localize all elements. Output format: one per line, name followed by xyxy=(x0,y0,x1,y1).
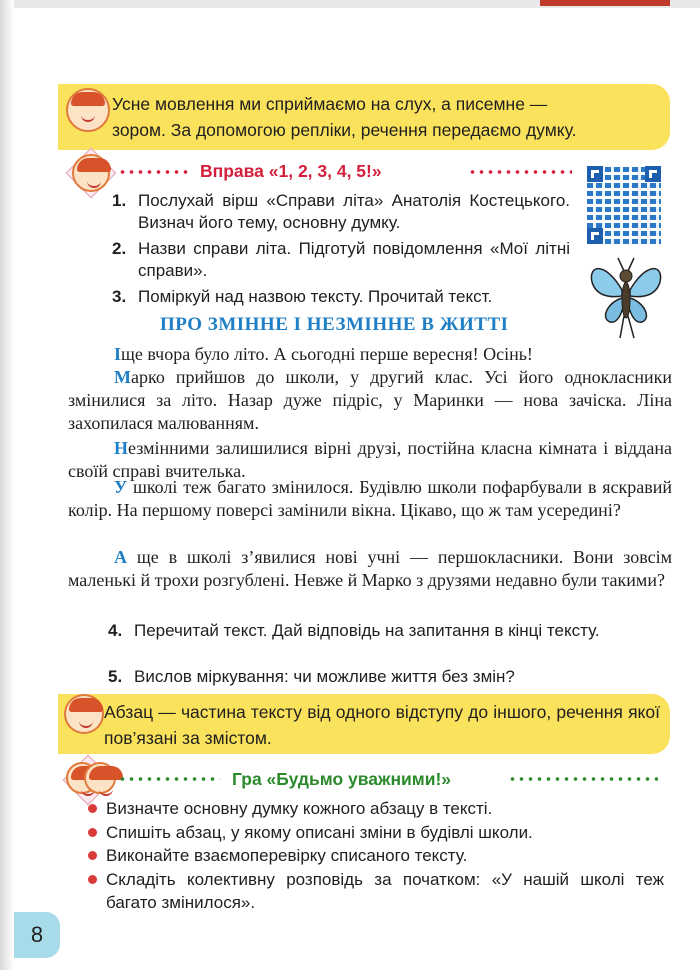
rule-note-speech xyxy=(58,84,670,150)
paragraph-initial: У xyxy=(114,477,128,497)
task-item xyxy=(112,190,570,234)
butterfly-illustration xyxy=(586,252,666,342)
paragraph-initial: Н xyxy=(114,438,129,458)
text-title: ПРО ЗМІННЕ І НЕЗМІННЕ В ЖИТТІ xyxy=(160,314,509,335)
paragraph-body: школі теж багато змінилося. Будівлю школи пофарбували в яскравий колір. На першому поверсі замінили вікна. Цікаво, що ж там усередині? xyxy=(68,477,672,521)
text-paragraph xyxy=(68,476,672,522)
game-task-list xyxy=(88,797,664,915)
task-item xyxy=(108,666,658,688)
task-item xyxy=(112,238,570,282)
list-item: Визначте основну думку кожного абзацу в тексті. xyxy=(88,797,664,821)
qr-finder-icon xyxy=(587,166,603,182)
task-number: 3. xyxy=(112,287,127,306)
paragraph-initial: М xyxy=(114,367,131,387)
page-top-marker xyxy=(540,0,670,6)
paragraph-body: ще вчора було літо. А сьогодні перше вересня! Осінь! xyxy=(121,344,533,364)
heading-dots-left xyxy=(118,170,192,174)
list-item: Виконайте взаємоперевірку списаного тексту. xyxy=(88,844,664,868)
task-number: 4. xyxy=(108,621,123,640)
list-item: Спишіть абзац, у якому описані зміни в будівлі школи. xyxy=(88,821,664,845)
rule-note-paragraph xyxy=(58,694,670,754)
task-text: Назви справи літа. Підготуй повідомлення «Мої літні справи». xyxy=(138,239,570,280)
game-heading: Гра «Будьмо уважними!» xyxy=(232,769,452,789)
qr-finder-icon xyxy=(645,166,661,182)
task-text: Перечитай текст. Дай відповідь на запитання в кінці тексту. xyxy=(134,621,600,640)
task-number: 2. xyxy=(112,239,127,258)
qr-code-icon[interactable] xyxy=(587,166,661,244)
text-paragraph xyxy=(68,366,672,436)
task-item xyxy=(108,620,658,642)
text-paragraph xyxy=(68,343,672,366)
qr-finder-icon xyxy=(587,228,603,244)
page-number: 8 xyxy=(14,912,60,958)
rule-note-line-1: Усне мовлення ми сприймаємо на слух, а писемне — xyxy=(112,94,548,114)
girl-face-icon xyxy=(72,154,110,192)
heading-dots-right xyxy=(468,170,572,174)
list-item: Складіть колективну розповідь за початком: «У нашій школі теж багато змінилося». xyxy=(88,868,664,915)
page-binding-shadow xyxy=(0,0,14,970)
girl-face-icon xyxy=(64,694,104,734)
rule-note-text: Абзац — частина тексту від одного відступу до іншого, речення якої пов’язані за змістом. xyxy=(104,702,660,748)
task-number: 1. xyxy=(112,191,127,210)
heading-dots-left xyxy=(118,777,220,781)
task-text: Вислов міркування: чи можливе життя без змін? xyxy=(134,667,515,686)
paragraph-body: арко прийшов до школи, у другий клас. Усі його однокласники змінилися за літо. Назар дуже підріс, у Маринки — нова зачіска. Ліна захопилася малюванням. xyxy=(68,367,672,434)
task-text: Поміркуй над назвою тексту. Прочитай текст. xyxy=(138,287,493,306)
girl-face-icon xyxy=(66,88,110,132)
task-text: Послухай вірш «Справи літа» Анатолія Костецького. Визнач його тему, основну думку. xyxy=(138,191,570,232)
paragraph-initial: А xyxy=(114,547,127,567)
paragraph-initial: І xyxy=(114,344,122,364)
heading-dots-right xyxy=(508,777,658,781)
exercise-heading: Вправа «1, 2, 3, 4, 5!» xyxy=(200,161,382,181)
children-icon xyxy=(84,762,116,794)
task-item xyxy=(112,286,578,308)
paragraph-body: езмінними залишилися вірні друзі, постійна класна кімната і віддана своїй справі вчителька. xyxy=(68,438,672,482)
paragraph-body: ще в школі з’явилися нові учні — першокласники. Вони зовсім маленькі й трохи розгублені. Невже й Марко з друзями недавно були такими? xyxy=(68,547,672,591)
task-number: 5. xyxy=(108,667,123,686)
text-paragraph xyxy=(68,546,672,592)
rule-note-line-2: зором. За допомогою репліки, речення передаємо думку. xyxy=(112,120,577,140)
